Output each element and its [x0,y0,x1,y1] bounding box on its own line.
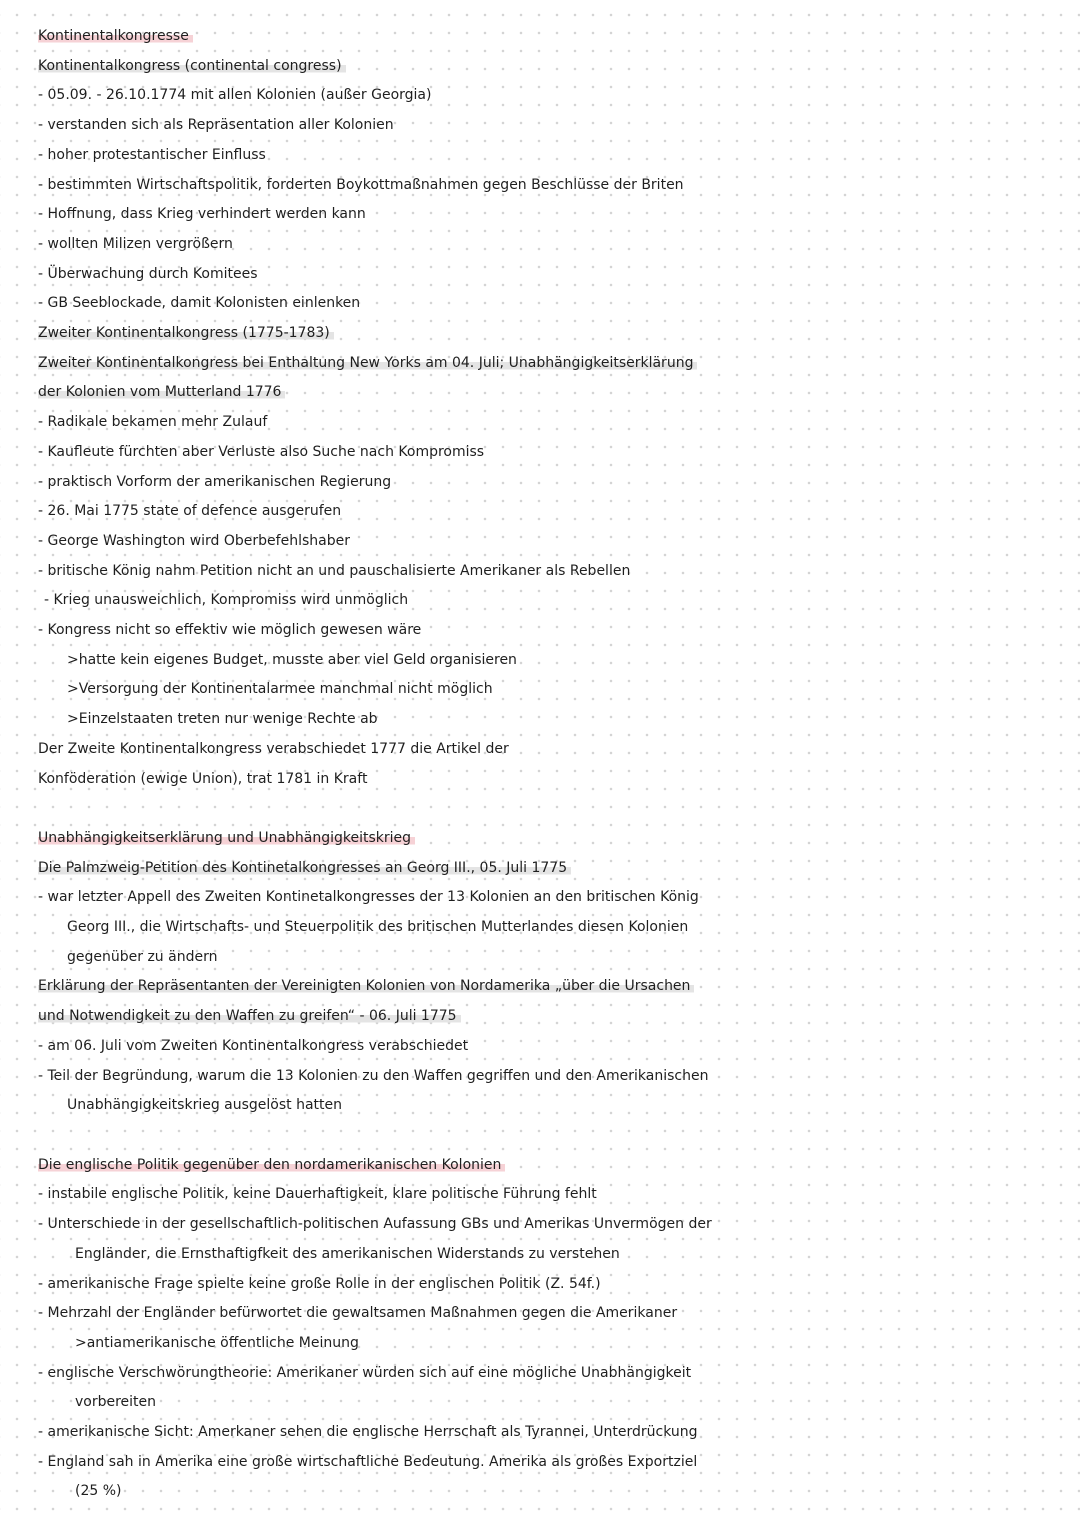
line-text: (25 %) [75,1483,122,1500]
line-text: - hoher protestantischer Einfluss [38,146,266,163]
highlighted-line [38,1002,1042,1032]
line-text: - GB Seeblockade, damit Kolonisten einlenken [38,295,361,312]
note-line [38,1359,1042,1389]
line-text: - George Washington wird Oberbefehlshaber [38,532,350,549]
line-text: - am 06. Juli vom Zweiten Kontinentalkongress verabschiedet [38,1037,469,1054]
note-line [38,557,1042,587]
note-line [38,141,1042,171]
line-text: Zweiter Kontinentalkongress bei Enthaltung New Yorks am 04. Juli; Unabhängigkeitserklärung [38,355,697,371]
note-line [38,883,1042,913]
highlighted-line [38,349,1042,379]
line-text: Zweiter Kontinentalkongress (1775-1783) [38,325,334,341]
highlighted-line [38,854,1042,884]
note-line [38,1477,1042,1507]
note-line [38,1091,1042,1121]
note-line [38,1299,1042,1329]
section-heading [38,22,1042,52]
line-text: und Notwendigkeit zu den Waffen zu greifen“ - 06. Juli 1775 [38,1008,461,1024]
line-text: - Kaufleute fürchten aber Verluste also Suche nach Kompromiss [38,443,485,460]
section-heading [38,1151,1042,1181]
note-line [38,616,1042,646]
line-text: Georg III., die Wirtschafts- und Steuerpolitik des britischen Mutterlandes diesen Kolonien [67,919,689,936]
line-text: - England sah in Amerika eine große wirtschaftliche Bedeutung. Amerika als großes Exportziel [38,1453,698,1470]
note-line [38,438,1042,468]
note-line [38,1418,1042,1448]
line-text: - Hoffnung, dass Krieg verhindert werden kann [38,206,366,223]
line-text: Die englische Politik gegenüber den nordamerikanischen Kolonien [38,1157,505,1173]
note-line [38,1388,1042,1418]
note-line [38,289,1042,319]
highlighted-line [38,52,1042,82]
line-text: Konföderation (ewige Union), trat 1781 in Kraft [38,770,368,787]
note-line [38,1210,1042,1240]
line-text: - Kongress nicht so effektiv wie möglich gewesen wäre [38,622,422,639]
note-line [38,111,1042,141]
note-line [38,913,1042,943]
note-line [38,705,1042,735]
line-text: >Versorgung der Kontinentalarmee manchmal nicht möglich [67,681,493,698]
line-text: Kontinentalkongress (continental congress) [38,58,346,74]
line-text: >antiamerikanische öffentliche Meinung [75,1334,359,1351]
note-line [38,735,1042,765]
note-line [38,81,1042,111]
note-line [38,943,1042,973]
line-text: - bestimmten Wirtschaftspolitik, forderten Boykottmaßnahmen gegen Beschlüsse der Briten [38,176,684,193]
note-line [38,1240,1042,1270]
line-text: - Unterschiede in der gesellschaftlich-politischen Aufassung GBs und Amerikas Unvermögen der [38,1216,712,1233]
note-line [38,1032,1042,1062]
note-line [38,586,1042,616]
line-text: - Radikale bekamen mehr Zulauf [38,414,268,431]
note-line [38,527,1042,557]
line-text: - Krieg unausweichlich, Kompromiss wird unmöglich [44,592,409,609]
note-line [38,1062,1042,1092]
note-line [38,200,1042,230]
note-line [38,408,1042,438]
line-text: gegenüber zu ändern [67,948,218,965]
note-line [38,1448,1042,1478]
line-text: - amerikanische Frage spielte keine große Rolle in der englischen Politik (Z. 54f.) [38,1275,601,1292]
line-text: der Kolonien vom Mutterland 1776 [38,384,285,400]
section-heading [38,824,1042,854]
highlighted-line [38,378,1042,408]
line-text: - britische König nahm Petition nicht an und pauschalisierte Amerikaner als Rebellen [38,562,631,579]
line-text: Kontinentalkongresse [38,28,193,44]
line-text: - amerikanische Sicht: Amerkaner sehen die englische Herrschaft als Tyrannei, Unterdrückung [38,1424,698,1441]
note-line [38,1270,1042,1300]
line-text: - Mehrzahl der Engländer befürwortet die gewaltsamen Maßnahmen gegen die Amerikaner [38,1305,678,1322]
line-text: - englische Verschwörungtheorie: Amerikaner würden sich auf eine mögliche Unabhängigkeit [38,1364,692,1381]
note-line [38,765,1042,795]
note-line [38,171,1042,201]
blank-line [38,1121,1042,1151]
line-text: - instabile englische Politik, keine Dauerhaftigkeit, klare politische Führung fehlt [38,1186,597,1203]
blank-line [38,794,1042,824]
line-text: Der Zweite Kontinentalkongress verabschiedet 1777 die Artikel der [38,740,509,757]
line-text: Unabhängigkeitserklärung und Unabhängigkeitskrieg [38,830,415,846]
line-text: Die Palmzweig-Petition des Kontinetalkongresses an Georg III., 05. Juli 1775 [38,860,571,876]
line-text: - wollten Milizen vergrößern [38,235,233,252]
line-text: Erklärung der Repräsentanten der Vereinigten Kolonien von Nordamerika „über die Ursachen [38,978,694,994]
line-text: - 05.09. - 26.10.1774 mit allen Kolonien (außer Georgia) [38,87,432,104]
note-line [38,468,1042,498]
line-text: Engländer, die Ernsthaftigfkeit des amerikanischen Widerstands zu verstehen [75,1245,620,1262]
line-text: Unabhängigkeitskrieg ausgelöst hatten [67,1097,343,1114]
note-line [38,497,1042,527]
line-text: - praktisch Vorform der amerikanischen Regierung [38,473,392,490]
line-text: >hatte kein eigenes Budget, musste aber viel Geld organisieren [67,651,517,668]
note-line [38,1180,1042,1210]
note-line [38,230,1042,260]
note-line [38,646,1042,676]
note-line [38,1329,1042,1359]
line-text: - verstanden sich als Repräsentation aller Kolonien [38,117,394,134]
highlighted-line [38,319,1042,349]
line-text: - Überwachung durch Komitees [38,265,258,282]
line-text: - 26. Mai 1775 state of defence ausgerufen [38,503,342,520]
highlighted-line [38,972,1042,1002]
line-text: - Teil der Begründung, warum die 13 Kolonien zu den Waffen gegriffen und den Amerikanischen [38,1067,709,1084]
note-line [38,260,1042,290]
line-text: vorbereiten [75,1394,157,1411]
line-text: >Einzelstaaten treten nur wenige Rechte ab [67,711,378,728]
note-line [38,675,1042,705]
line-text: - war letzter Appell des Zweiten Kontinetalkongresses der 13 Kolonien an den britischen König [38,889,699,906]
